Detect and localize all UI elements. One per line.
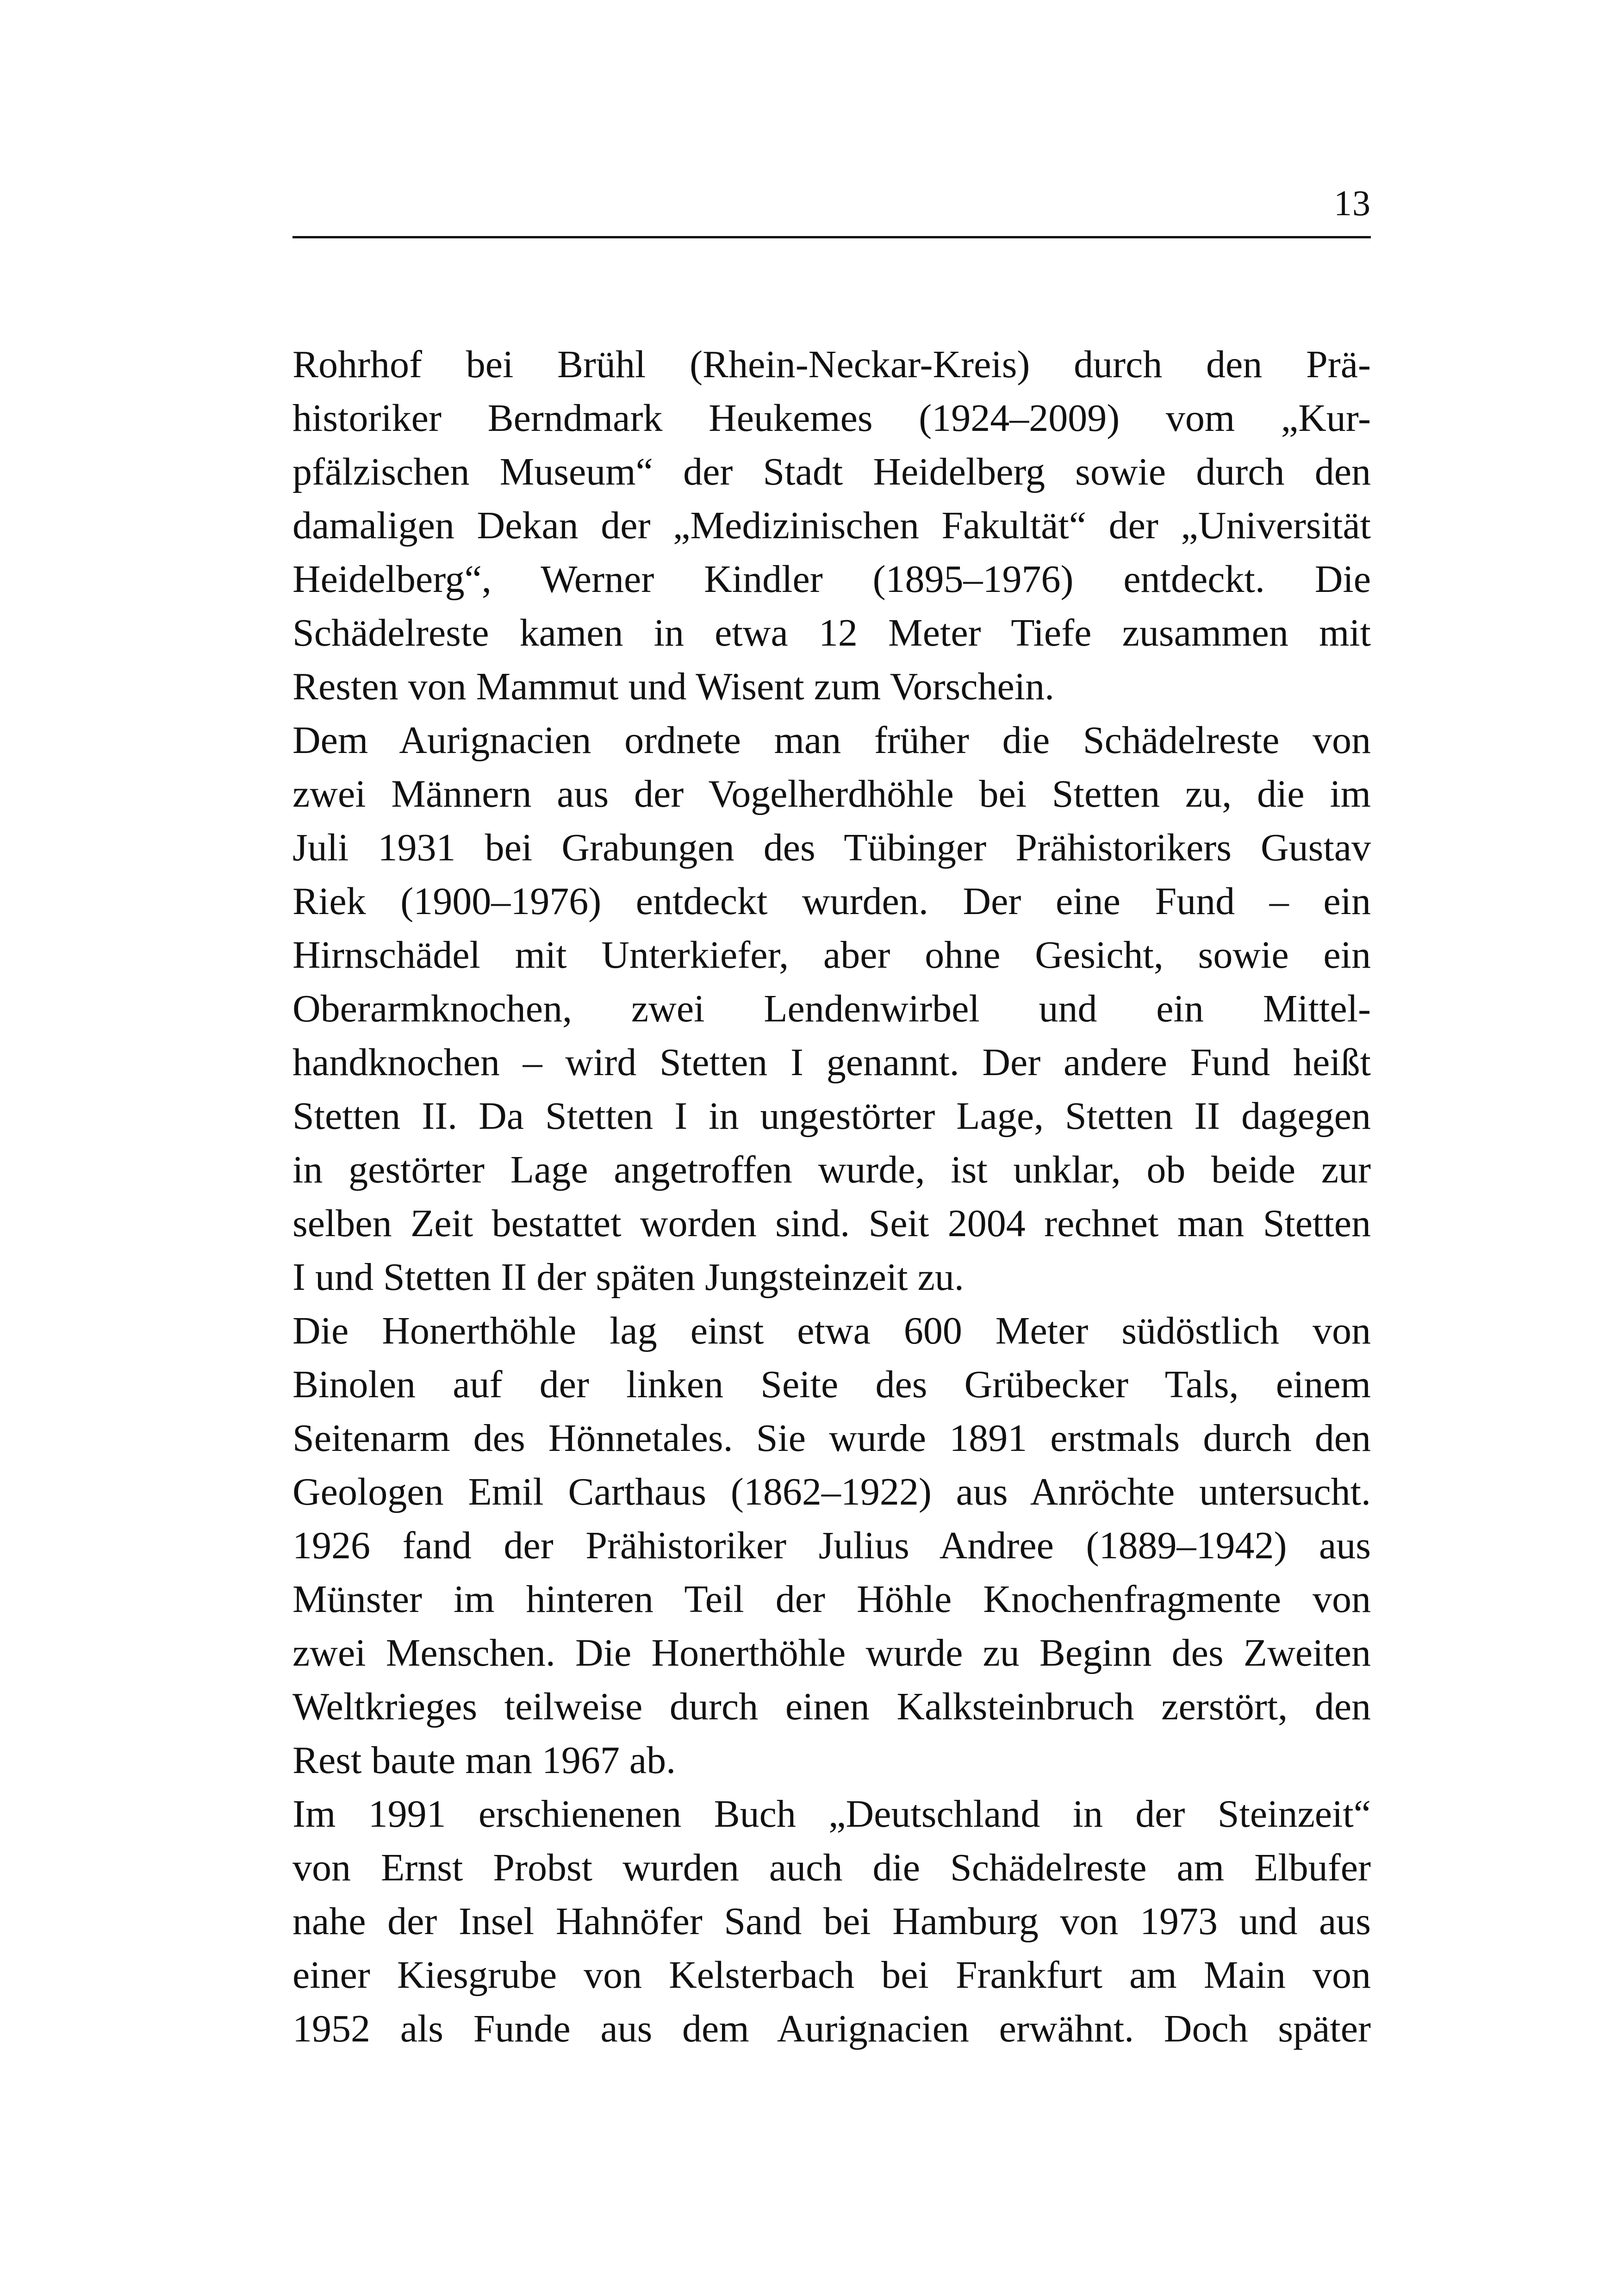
page-number: 13 [1334, 183, 1371, 223]
text-line: pfälzischen Museum“ der Stadt Heidelberg sowie durch den [292, 450, 1371, 493]
body-text [292, 338, 1371, 2056]
text-line: I und Stetten II der späten Jungsteinzeit zu. [292, 1256, 964, 1299]
text-line: damaligen Dekan der „Medizinischen Fakultät“ der „Universität [292, 504, 1371, 547]
text-line: nahe der Insel Hahnöfer Sand bei Hamburg von 1973 und aus [292, 1900, 1371, 1943]
text-line: Oberarmknochen, zwei Lendenwirbel und ein Mittel- [292, 987, 1371, 1030]
text-line: Dem Aurignacien ordnete man früher die Schädelreste von [292, 719, 1371, 762]
text-line: Geologen Emil Carthaus (1862–1922) aus Anröchte untersucht. [292, 1470, 1371, 1513]
text-line: Münster im hinteren Teil der Höhle Knochenfragmente von [292, 1578, 1371, 1621]
text-line: Im 1991 erschienenen Buch „Deutschland in der Steinzeit“ [292, 1792, 1371, 1836]
text-line: handknochen – wird Stetten I genannt. Der andere Fund heißt [292, 1041, 1371, 1084]
text-line: Hirnschädel mit Unterkiefer, aber ohne Gesicht, sowie ein [292, 933, 1371, 977]
text-line: zwei Menschen. Die Honerthöhle wurde zu Beginn des Zweiten [292, 1631, 1371, 1674]
text-line: Weltkrieges teilweise durch einen Kalksteinbruch zerstört, den [292, 1685, 1371, 1728]
text-line: Schädelreste kamen in etwa 12 Meter Tiefe zusammen mit [292, 611, 1371, 654]
text-line: von Ernst Probst wurden auch die Schädelreste am Elbufer [292, 1846, 1371, 1889]
text-line: Heidelberg“, Werner Kindler (1895–1976) entdeckt. Die [292, 558, 1371, 601]
text-line: Seitenarm des Hönnetales. Sie wurde 1891 erstmals durch den [292, 1417, 1371, 1460]
text-line: Riek (1900–1976) entdeckt wurden. Der eine Fund – ein [292, 880, 1371, 923]
text-line: Die Honerthöhle lag einst etwa 600 Meter südöstlich von [292, 1309, 1371, 1352]
text-line: Rohrhof bei Brühl (Rhein-Neckar-Kreis) durch den Prä- [292, 343, 1371, 386]
text-line: Binolen auf der linken Seite des Grübecker Tals, einem [292, 1363, 1371, 1406]
text-line: in gestörter Lage angetroffen wurde, ist unklar, ob beide zur [292, 1148, 1371, 1191]
text-line: Stetten II. Da Stetten I in ungestörter Lage, Stetten II dagegen [292, 1095, 1371, 1138]
page-header [292, 180, 1371, 238]
text-line: Resten von Mammut und Wisent zum Vorschein. [292, 665, 1055, 708]
text-line: Juli 1931 bei Grabungen des Tübinger Prähistorikers Gustav [292, 826, 1371, 869]
text-line: einer Kiesgrube von Kelsterbach bei Frankfurt am Main von [292, 1954, 1371, 1997]
text-line: selben Zeit bestattet worden sind. Seit 2004 rechnet man Stetten [292, 1202, 1371, 1245]
text-line: zwei Männern aus der Vogelherdhöhle bei Stetten zu, die im [292, 772, 1371, 815]
text-line: 1926 fand der Prähistoriker Julius Andree (1889–1942) aus [292, 1524, 1371, 1567]
text-line: 1952 als Funde aus dem Aurignacien erwähnt. Doch später [292, 2007, 1371, 2050]
text-line: historiker Berndmark Heukemes (1924–2009) vom „Kur- [292, 397, 1371, 440]
text-line: Rest baute man 1967 ab. [292, 1739, 676, 1782]
